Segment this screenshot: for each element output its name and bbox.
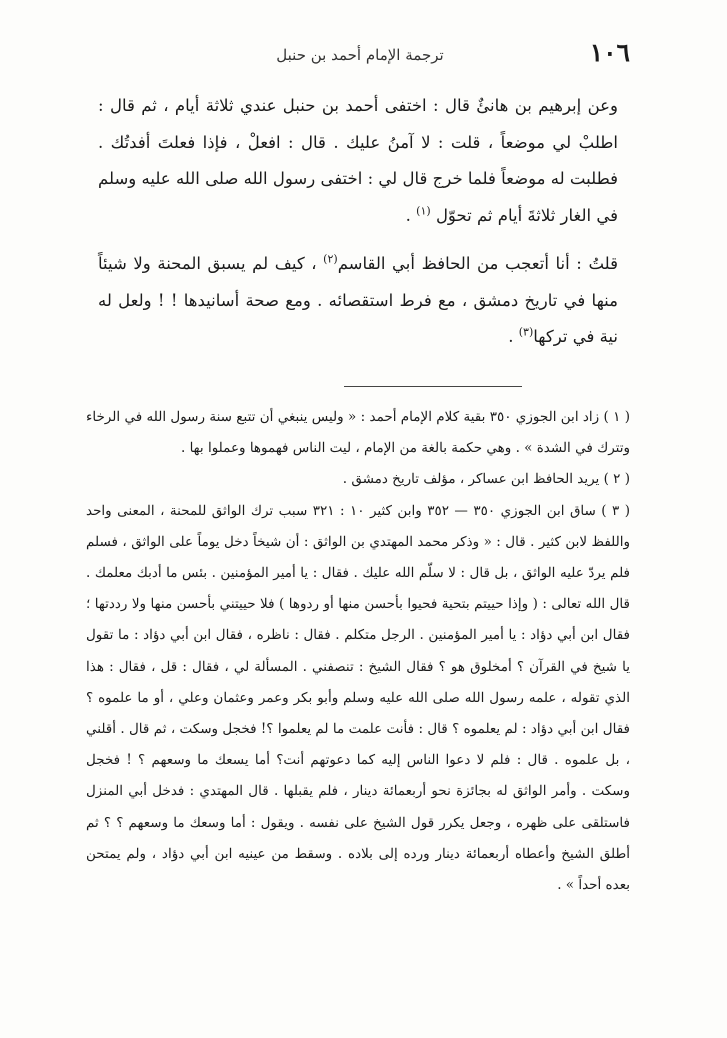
paragraph-1: وعن إبرهيم بن هانئٌ قال : اختفى أحمد بن حنبل عندي ثلاثة أيام ، ثم قال : اطلبْ لي موضعاً ، قلت : لا آمنُ عليك . قال : افعلْ ، فإذا فعلتَ أفدتُك . فطلبت له موضعاً فلما خرج قال لي : اختفى رسول الله صلى الله عليه وسلم في الغار ثلاثةَ أيام ثم تحوّل $^{(١)}$ . [98,96,618,225]
paragraph-1-text: وعن إبرهيم بن هانئٌ قال : اختفى أحمد بن حنبل عندي ثلاثة أيام ، ثم قال : اطلبْ لي موضعاً ، قلت : لا آمنُ عليك . قال : افعلْ ، فإذا فعلتَ أفدتُك . فطلبت له موضعاً فلما خرج قال لي : اختفى رسول الله صلى الله عليه وسلم في الغار ثلاثةَ أيام ثم تحوّل [98,96,618,225]
footnote-ref-2: (٢) [323,252,338,266]
footnote-2: ( ٢ ) يريد الحافظ ابن عساكر ، مؤلف تاريخ دمشق . [342,471,630,488]
footnote-separator [344,386,522,387]
paragraph-2-text: قلتُ : أنا أتعجب من الحافظ أبي القاسم [337,254,618,273]
running-title: ترجمة الإمام أحمد بن حنبل [276,46,444,64]
footnote-3: ( ٣ ) ساق ابن الجوزي ٣٥٠ — ٣٥٢ وابن كثير ١٠ : ٣٢١ سبب ترك الواثق للمحنة ، المعنى واحد واللفظ لابن كثير . قال : « وذكر محمد المهتدي بن الواثق : أن شيخاً دخل يوماً على الواثق ، فسلم فلم يردّ عليه الواثق ، بل قال : لا سلّم الله عليك . فقال : يا أمير المؤمنين . بئس ما أدبك معلمك . قال الله تعالى : ( وإذا حييتم بتحية فحيوا بأحسن منها أو ردوها ) فلا حييتني بأحسن منها ولا رددتها ؛ فقال ابن أبي دؤاد : يا أمير المؤمنين . الرجل متكلم . فقال : ناظره ، فقال ابن أبي دؤاد : ما تقول يا شيخ في القرآن ؟ أمخلوق هو ؟ فقال الشيخ : تنصفني . المسألة لي ، فقال : قل ، فقال : هذا الذي تقوله ، علمه رسول الله صلى الله عليه وسلم وأبو بكر وعمر وعثمان وعلي ، أو ما علموه ؟ فقال ابن أبي دؤاد : لم يعلموه ؟ قال : فأنت علمت ما لم يعلموا ؟! فخجل وسكت ، ثم قال . أقلني ، بل علموه . قال : فلم لا دعوا الناس إليه كما دعوتهم أنت؟ أما يسعك ما وسعهم ؟ ! فخجل وسكت . وأمر الواثق له بجائزة نحو أربعمائة دينار ، فلم يقبلها . قال المهتدي : فدخل أبي المنزل فاستلقى على ظهره ، وجعل يكرر قول الشيخ على نفسه . ويقول : أما وسعك ما وسعهم ؟ ؟ ثم أطلق الشيخ وأعطاه أربعمائة دينار ورده إلى بلاده . وسقط من عينيه ابن أبي دؤاد ، ولم يمتحن بعده أحداً » . [86,502,631,894]
main-text [98,88,618,356]
footnote-1: ( ١ ) زاد ابن الجوزي ٣٥٠ بقية كلام الإمام أحمد : « وليس ينبغي أن تتبع سنة رسول الله في الرخاء وتترك في الشدة » . وهي حكمة بالغة من الإمام ، ليت الناس فهموها وعملوا بها . [86,409,630,457]
footnotes [86,402,630,901]
footnote-ref-1: (١) [416,204,431,217]
page-number: ١٠٦ [589,38,630,67]
paragraph-2-continuation: ، كيف لم يسبق المحنة ولا شيئاً منها في تاريخ دمشق ، مع فرط استقصائه . ومع صحة أسانيدها ! ! ولعل له نية في تركها [98,254,618,346]
footnote-ref-3: (٣) [518,325,534,339]
paragraph-2: قلتُ : أنا أتعجب من الحافظ أبي القاسم$^{(٢)}$ ، كيف لم يسبق المحنة ولا شيئاً منها في تاريخ دمشق ، مع فرط استقصائه . ومع صحة أسانيدها ! ! ولعل له نية في تركها$^{(٣)}$ . [98,252,618,346]
page-header [110,36,630,76]
